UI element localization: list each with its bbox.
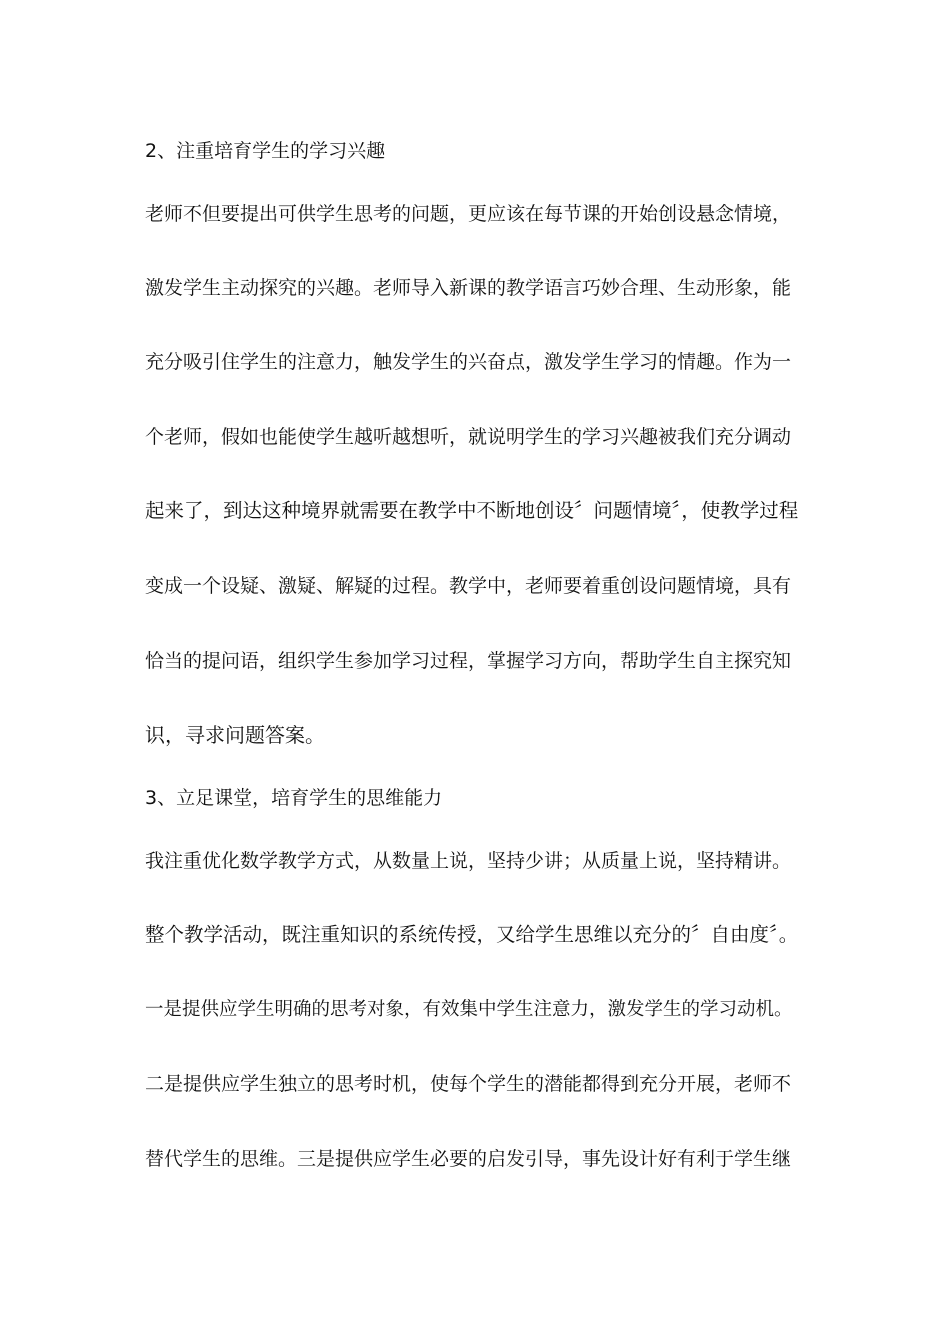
paragraph-line: 替代学生的思维。三是提供应学生必要的启发引导，事先设计好有利于学生继 <box>145 1148 792 1170</box>
paragraph-line: 我注重优化数学教学方式，从数量上说，坚持少讲；从质量上说，坚持精讲。 <box>145 850 792 872</box>
paragraph-line: 识，寻求问题答案。 <box>145 723 325 747</box>
paragraph-line: 激发学生主动探究的兴趣。老师导入新课的教学语言巧妙合理、生动形象，能 <box>145 277 792 299</box>
paragraph-line: 充分吸引住学生的注意力，触发学生的兴奋点，激发学生学习的情趣。作为一 <box>145 351 792 373</box>
paragraph-line: 一是提供应学生明确的思考对象，有效集中学生注意力，激发学生的学习动机。 <box>145 999 793 1020</box>
paragraph-line: 恰当的提问语，组织学生参加学习过程，掌握学习方向，帮助学生自主探究知 <box>145 650 792 672</box>
paragraph-line: 变成一个设疑、激疑、解疑的过程。教学中，老师要着重创设问题情境，具有 <box>145 575 792 597</box>
section-2-heading: 2、注重培育学生的学习兴趣 <box>145 140 386 162</box>
paragraph-line: 老师不但要提出可供学生思考的问题，更应该在每节课的开始创设悬念情境， <box>145 203 792 225</box>
paragraph-line: 个老师，假如也能使学生越听越想听，就说明学生的学习兴趣被我们充分调动 <box>145 426 792 448</box>
section-3-heading: 3、立足课堂，培育学生的思维能力 <box>145 787 443 809</box>
paragraph-line: 整个教学活动，既注重知识的系统传授，又给学生思维以充分的〞自由度〞。 <box>145 923 799 946</box>
paragraph-line: 起来了，到达这种境界就需要在教学中不断地创设〞问题情境〞，使教学过程 <box>145 499 799 522</box>
paragraph-line: 二是提供应学生独立的思考时机，使每个学生的潜能都得到充分开展，老师不 <box>145 1073 792 1095</box>
